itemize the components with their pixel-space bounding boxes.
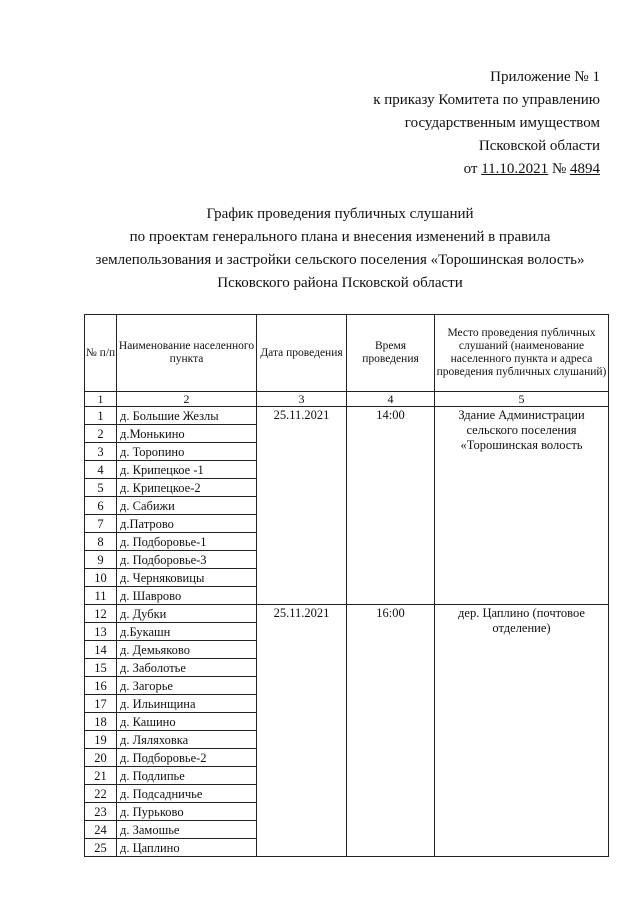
locality-name: д. Подборовье-2 bbox=[117, 749, 257, 767]
row-number: 2 bbox=[85, 425, 117, 443]
order-number: 4894 bbox=[570, 161, 600, 177]
hearing-place: Здание Администрации сельского поселения «Торошинская волость bbox=[435, 407, 609, 605]
locality-name: д. Подсадничье bbox=[117, 785, 257, 803]
header-time: Время проведения bbox=[347, 315, 435, 392]
row-number: 18 bbox=[85, 713, 117, 731]
locality-name: д. Дубки bbox=[117, 605, 257, 623]
title-line-2: по проектам генерального плана и внесения изменений в правила bbox=[129, 229, 551, 245]
row-number: 5 bbox=[85, 479, 117, 497]
appendix-order-line bbox=[300, 158, 600, 181]
locality-name: д. Крипецкое-2 bbox=[117, 479, 257, 497]
locality-name: д. Цаплино bbox=[117, 839, 257, 857]
locality-name: д. Черняковицы bbox=[117, 569, 257, 587]
column-number: 1 bbox=[85, 392, 117, 407]
locality-name: д. Пурьково bbox=[117, 803, 257, 821]
locality-name: д. Замошье bbox=[117, 821, 257, 839]
locality-name: д.Монькино bbox=[117, 425, 257, 443]
row-number: 13 bbox=[85, 623, 117, 641]
row-number: 16 bbox=[85, 677, 117, 695]
locality-name: д. Загорье bbox=[117, 677, 257, 695]
order-date: 11.10.2021 bbox=[481, 161, 549, 177]
row-number: 23 bbox=[85, 803, 117, 821]
row-number: 9 bbox=[85, 551, 117, 569]
row-number: 25 bbox=[85, 839, 117, 857]
row-number: 24 bbox=[85, 821, 117, 839]
row-number: 4 bbox=[85, 461, 117, 479]
hearing-time: 14:00 bbox=[347, 407, 435, 605]
appendix-line-1: Приложение № 1 bbox=[490, 69, 600, 85]
appendix-header bbox=[300, 66, 600, 181]
appendix-line-3: государственным имуществом bbox=[404, 115, 600, 131]
locality-name: д. Подборовье-1 bbox=[117, 533, 257, 551]
row-number: 21 bbox=[85, 767, 117, 785]
row-number: 3 bbox=[85, 443, 117, 461]
row-number: 14 bbox=[85, 641, 117, 659]
row-number: 6 bbox=[85, 497, 117, 515]
column-number: 5 bbox=[435, 392, 609, 407]
locality-name: д. Демьяково bbox=[117, 641, 257, 659]
row-number: 17 bbox=[85, 695, 117, 713]
hearing-time: 16:00 bbox=[347, 605, 435, 857]
header-locality-name: Наименование населенного пункта bbox=[117, 315, 257, 392]
row-number: 20 bbox=[85, 749, 117, 767]
locality-name: д. Кашино bbox=[117, 713, 257, 731]
row-number: 10 bbox=[85, 569, 117, 587]
order-date-prefix: от bbox=[463, 161, 482, 177]
document-title bbox=[60, 203, 620, 295]
header-number: № п/п bbox=[85, 315, 117, 392]
locality-name: д. Подлипье bbox=[117, 767, 257, 785]
row-number: 19 bbox=[85, 731, 117, 749]
title-line-4: Псковского района Псковской области bbox=[217, 275, 463, 291]
locality-name: д. Большие Жезлы bbox=[117, 407, 257, 425]
locality-name: д. Ляляховка bbox=[117, 731, 257, 749]
header-place: Место проведения публичных слушаний (наименование населенного пункта и адреса проведения публичных слушаний) bbox=[435, 315, 609, 392]
column-number: 3 bbox=[257, 392, 347, 407]
locality-name: д. Шаврово bbox=[117, 587, 257, 605]
row-number: 12 bbox=[85, 605, 117, 623]
locality-name: д. Ильинщина bbox=[117, 695, 257, 713]
appendix-line-2: к приказу Комитета по управлению bbox=[373, 92, 600, 108]
table-body bbox=[85, 407, 609, 857]
header-date: Дата проведения bbox=[257, 315, 347, 392]
hearings-schedule-table bbox=[84, 314, 609, 857]
appendix-line-4: Псковской области bbox=[478, 138, 600, 154]
hearing-date: 25.11.2021 bbox=[257, 605, 347, 857]
locality-name: д. Торопино bbox=[117, 443, 257, 461]
locality-name: д.Букашн bbox=[117, 623, 257, 641]
table-header-row bbox=[85, 315, 609, 392]
title-line-3: землепользования и застройки сельского поселения «Торошинская волость» bbox=[95, 252, 585, 268]
locality-name: д. Сабижи bbox=[117, 497, 257, 515]
table-row bbox=[85, 407, 609, 425]
locality-name: д.Патрово bbox=[117, 515, 257, 533]
column-number-row bbox=[85, 392, 609, 407]
column-number: 4 bbox=[347, 392, 435, 407]
locality-name: д. Подборовье-3 bbox=[117, 551, 257, 569]
row-number: 7 bbox=[85, 515, 117, 533]
row-number: 15 bbox=[85, 659, 117, 677]
row-number: 11 bbox=[85, 587, 117, 605]
table-row bbox=[85, 605, 609, 623]
row-number: 8 bbox=[85, 533, 117, 551]
locality-name: д. Крипецкое -1 bbox=[117, 461, 257, 479]
column-number: 2 bbox=[117, 392, 257, 407]
hearing-date: 25.11.2021 bbox=[257, 407, 347, 605]
locality-name: д. Заболотье bbox=[117, 659, 257, 677]
row-number: 1 bbox=[85, 407, 117, 425]
hearing-place: дер. Цаплино (почтовое отделение) bbox=[435, 605, 609, 857]
order-number-prefix: № bbox=[548, 161, 570, 177]
row-number: 22 bbox=[85, 785, 117, 803]
title-line-1: График проведения публичных слушаний bbox=[206, 206, 474, 222]
